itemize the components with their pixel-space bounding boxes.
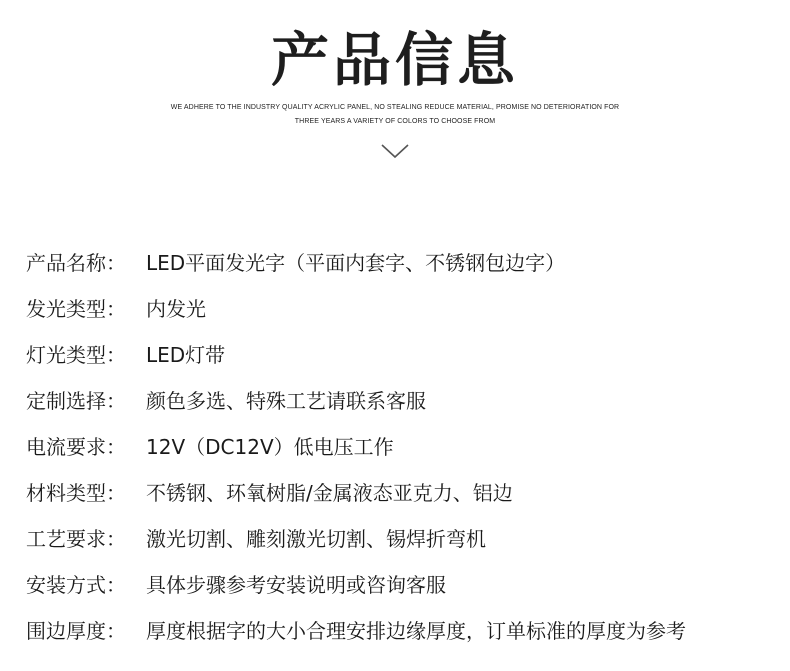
spec-label: 发光类型： [26, 297, 126, 321]
spec-value: 具体步骤参考安装说明或咨询客服 [146, 573, 446, 597]
spec-label: 产品名称： [26, 251, 126, 275]
spec-row-light-type [26, 332, 786, 378]
spec-label: 安装方式： [26, 573, 126, 597]
spec-row-lighting-type [26, 286, 786, 332]
spec-value: LED平面发光字（平面内套字、不锈钢包边字） [146, 251, 566, 275]
spec-label: 电流要求： [26, 435, 126, 459]
spec-label: 定制选择： [26, 389, 126, 413]
spec-value: 厚度根据字的大小合理安排边缘厚度，订单标准的厚度为参考 [146, 619, 686, 643]
spec-label: 工艺要求： [26, 527, 126, 551]
spec-value: 不锈钢、环氧树脂/金属液态亚克力、铝边 [146, 481, 513, 505]
chevron-down-icon [381, 143, 409, 159]
subtitle-line-2: THREE YEARS A VARIETY OF COLORS TO CHOOSE FROM [294, 118, 496, 125]
spec-value: 颜色多选、特殊工艺请联系客服 [146, 389, 426, 413]
page-title: 产品信息 [270, 26, 519, 94]
spec-value: LED灯带 [146, 343, 226, 367]
spec-row-installation [26, 562, 786, 608]
spec-label: 围边厚度： [26, 619, 126, 643]
spec-row-process [26, 516, 786, 562]
spec-value: 内发光 [146, 297, 206, 321]
spec-value: 12V（DC12V）低电压工作 [146, 435, 394, 459]
spec-label: 材料类型： [26, 481, 126, 505]
subtitle-line-1: WE ADHERE TO THE INDUSTRY QUALITY ACRYLIC PANEL, NO STEALING REDUCE MATERIAL, PROMISE NO DETERIORATION FOR [170, 104, 620, 111]
spec-row-edge-thickness [26, 608, 786, 654]
spec-row-product-name [26, 240, 786, 286]
page-subtitle [95, 101, 695, 129]
spec-row-current [26, 424, 786, 470]
spec-list [26, 240, 786, 654]
spec-label: 灯光类型： [26, 343, 126, 367]
spec-row-material [26, 470, 786, 516]
spec-value: 激光切割、雕刻激光切割、锡焊折弯机 [146, 527, 486, 551]
spec-row-customization [26, 378, 786, 424]
